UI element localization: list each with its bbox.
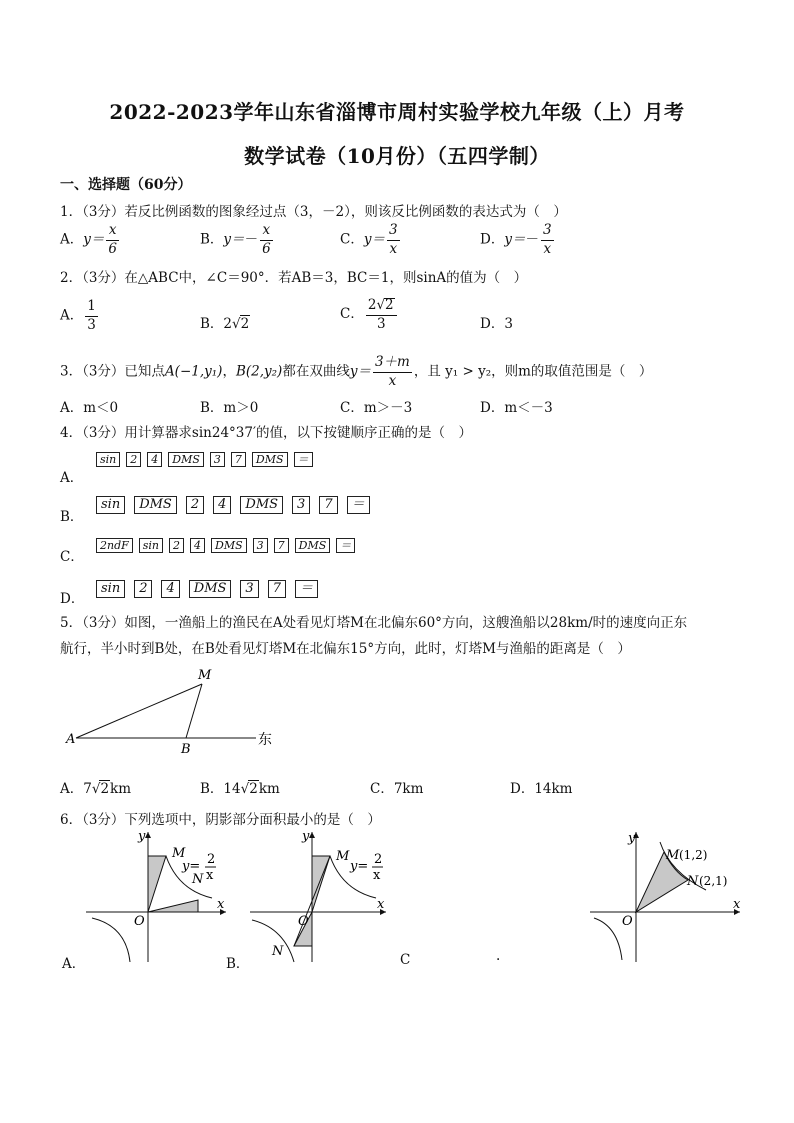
point-b: B(2,y₂) bbox=[235, 363, 283, 380]
section-heading: 一、选择题（60分） bbox=[60, 177, 192, 193]
exam-title-line2: 数学试卷（10月份）（五四学制） bbox=[244, 144, 550, 168]
calculator-key: sin bbox=[96, 452, 120, 467]
q1-option-d bbox=[480, 224, 556, 256]
radicand: 2 bbox=[100, 781, 110, 797]
option-label: A． bbox=[60, 781, 84, 797]
option-label: B． bbox=[200, 781, 224, 797]
line-bm bbox=[186, 684, 202, 738]
coefficient: 2 bbox=[367, 297, 377, 313]
q4-label-c: C． bbox=[60, 549, 84, 565]
unit: km bbox=[110, 781, 132, 797]
option-label: B． bbox=[200, 231, 224, 248]
denominator: x bbox=[388, 372, 397, 389]
y-axis-label: y bbox=[138, 829, 146, 844]
q6-stem: 6．（3分）下列选项中，阴影部分面积最小的是（ ） bbox=[60, 812, 381, 828]
origin-label: O bbox=[622, 914, 633, 929]
q2-stem: 2．（3分）在△ABC中，∠C＝90°．若AB＝3，BC＝1，则sinA的值为（ ） bbox=[60, 270, 528, 286]
q4-keys-b bbox=[96, 493, 379, 514]
y-axis-arrow bbox=[145, 832, 151, 838]
calculator-key: 2 bbox=[134, 580, 152, 598]
calculator-key: ＝ bbox=[294, 452, 313, 467]
calculator-key: ＝ bbox=[336, 538, 355, 553]
q5-option-c: C．7km bbox=[370, 781, 424, 797]
stem-prefix: 3．（3分）已知点 bbox=[60, 363, 165, 380]
calculator-key: sin bbox=[139, 538, 163, 553]
denominator: 3 bbox=[87, 316, 96, 333]
calculator-key: DMS bbox=[295, 538, 331, 553]
point-m-label: M bbox=[666, 848, 680, 863]
fraction bbox=[85, 300, 98, 332]
separator: ， bbox=[222, 363, 236, 380]
q4-keys-d bbox=[96, 577, 327, 598]
fraction bbox=[541, 224, 554, 256]
calculator-key: ＝ bbox=[347, 496, 370, 514]
q6-label-b: B． bbox=[226, 956, 250, 972]
q4-label-d: D． bbox=[60, 591, 85, 607]
calculator-key: 4 bbox=[190, 538, 205, 553]
point-m-label: M bbox=[172, 846, 186, 861]
calculator-key: 4 bbox=[147, 452, 162, 467]
point-n-coordinate: (2,1) bbox=[699, 874, 728, 888]
calculator-key: DMS bbox=[168, 452, 204, 467]
option-sign: － bbox=[244, 231, 259, 248]
origin-label: O bbox=[134, 914, 145, 929]
q4-keys-c bbox=[96, 534, 361, 553]
calculator-key: sin bbox=[96, 580, 125, 598]
numerator: 3 bbox=[387, 224, 400, 241]
option-lhs: y＝ bbox=[504, 231, 526, 248]
q3-option-b: B．m＞0 bbox=[200, 400, 259, 416]
q6-figure-a bbox=[86, 826, 236, 966]
option-label: C． bbox=[340, 306, 364, 322]
q2-option-d bbox=[480, 312, 513, 332]
option-label: B． bbox=[200, 316, 224, 332]
point-m-coordinate: (1,2) bbox=[679, 848, 708, 862]
option-label: A． bbox=[60, 307, 84, 324]
hyperbola-branch-2 bbox=[92, 918, 130, 962]
denominator: 6 bbox=[108, 240, 117, 257]
curve-fraction bbox=[373, 356, 412, 388]
hyperbola-branch-2 bbox=[594, 918, 622, 960]
calculator-key: 2 bbox=[186, 496, 204, 514]
q3-option-d: D．m＜－3 bbox=[480, 400, 553, 416]
q6-figure-d bbox=[590, 826, 750, 966]
option-lhs: y＝ bbox=[223, 231, 245, 248]
fraction bbox=[366, 298, 397, 331]
calculator-key: 3 bbox=[292, 496, 310, 514]
line-am bbox=[76, 684, 202, 738]
equation-numerator: 2 bbox=[207, 852, 216, 867]
q6-label-c: C bbox=[400, 952, 411, 968]
calculator-key: 2 bbox=[169, 538, 184, 553]
calculator-key: DMS bbox=[240, 496, 283, 514]
option-label: A． bbox=[60, 231, 84, 248]
q6-figure-b bbox=[250, 826, 400, 966]
numerator: 3 bbox=[541, 224, 554, 241]
q5-option-d: D．14km bbox=[510, 781, 573, 797]
stem-mid: 都在双曲线 bbox=[282, 363, 350, 380]
numerator: x bbox=[260, 224, 273, 241]
denominator: x bbox=[543, 240, 552, 257]
equation-numerator: 2 bbox=[374, 852, 383, 867]
q5-stem-line1: 5．（3分）如图，一渔船上的渔民在A处看见灯塔M在北偏东60°方向，这艘渔船以28km/时的速度向正东 bbox=[60, 615, 688, 631]
origin-label: O bbox=[298, 914, 309, 929]
q1-option-a bbox=[60, 224, 121, 256]
calculator-key: DMS bbox=[252, 452, 288, 467]
x-axis-label: x bbox=[217, 897, 225, 912]
coefficient: 7 bbox=[83, 781, 92, 797]
calculator-key: 7 bbox=[274, 538, 289, 553]
calculator-key: 2ndF bbox=[96, 538, 133, 553]
coefficient: 2 bbox=[223, 316, 233, 332]
q5-bearing-diagram bbox=[60, 662, 290, 762]
calculator-key: DMS bbox=[134, 496, 177, 514]
q3-stem bbox=[60, 356, 652, 388]
equation-lhs: y= bbox=[350, 859, 369, 874]
equation-denominator: x bbox=[206, 868, 214, 883]
stem-condition: ，且 y₁ > y₂，则m的取值范围是（ ） bbox=[413, 363, 653, 380]
point-a-label: A bbox=[66, 732, 76, 747]
point-b-label: B bbox=[181, 742, 191, 757]
q2-option-a bbox=[60, 300, 100, 332]
y-axis-arrow bbox=[309, 832, 315, 838]
exam-title-line1: 2022-2023学年山东省淄博市周村实验学校九年级（上）月考 bbox=[109, 100, 685, 124]
denominator: 3 bbox=[376, 315, 386, 332]
equation-denominator: x bbox=[373, 868, 381, 883]
y-axis-label: y bbox=[628, 831, 636, 846]
calculator-key: 3 bbox=[210, 452, 225, 467]
shaded-region-2 bbox=[148, 900, 198, 912]
calculator-key: sin bbox=[96, 496, 125, 514]
shaded-region-1 bbox=[312, 856, 330, 912]
q6-label-a: A． bbox=[62, 956, 86, 972]
fraction bbox=[387, 224, 400, 256]
coefficient: 14 bbox=[223, 781, 241, 797]
q1-option-c bbox=[340, 224, 402, 256]
calculator-key: 7 bbox=[268, 580, 286, 598]
fraction bbox=[260, 224, 273, 256]
unit: km bbox=[258, 781, 280, 797]
calculator-key: 4 bbox=[213, 496, 231, 514]
radicand: 2 bbox=[240, 316, 250, 332]
option-label: D． bbox=[480, 316, 505, 332]
calculator-key: ＝ bbox=[295, 580, 318, 598]
q3-option-c: C．m＞－3 bbox=[340, 400, 413, 416]
x-axis-label: x bbox=[377, 897, 385, 912]
y-axis-label: y bbox=[302, 829, 310, 844]
equation-lhs: y= bbox=[182, 859, 201, 874]
calculator-key: DMS bbox=[189, 580, 232, 598]
numerator: x bbox=[106, 224, 119, 241]
curve-lhs: y＝ bbox=[349, 363, 371, 380]
calculator-key: 7 bbox=[231, 452, 246, 467]
option-value: 3 bbox=[504, 316, 513, 332]
denominator: x bbox=[389, 240, 398, 257]
q1-option-b bbox=[200, 224, 275, 256]
q5-option-a: A．7√2km bbox=[60, 781, 132, 797]
point-n-label: N bbox=[687, 874, 699, 889]
option-label: D． bbox=[480, 231, 505, 248]
q1-stem: 1．（3分）若反比例函数的图象经过点（3，－2），则该反比例函数的表达式为（ ） bbox=[60, 204, 567, 220]
x-axis-label: x bbox=[733, 897, 741, 912]
q2-option-b: B．2√2 bbox=[200, 316, 250, 332]
option-sign: － bbox=[525, 231, 539, 248]
calculator-key: 4 bbox=[161, 580, 179, 598]
option-lhs: y＝ bbox=[363, 231, 385, 248]
point-m-label: M bbox=[336, 849, 350, 864]
q4-stem: 4．（3分）用计算器求sin24°37′的值，以下按键顺序正确的是（ ） bbox=[60, 425, 473, 441]
q5-option-b: B．14√2km bbox=[200, 781, 280, 797]
calculator-key: 2 bbox=[126, 452, 141, 467]
option-lhs: y＝ bbox=[83, 231, 105, 248]
radicand: 2 bbox=[385, 297, 394, 313]
point-m-label: M bbox=[198, 668, 212, 683]
calculator-key: DMS bbox=[211, 538, 247, 553]
calculator-key: 3 bbox=[253, 538, 268, 553]
calculator-key: 3 bbox=[240, 580, 258, 598]
q4-label-b: B． bbox=[60, 509, 84, 525]
numerator: 3＋m bbox=[373, 356, 412, 373]
q2-option-c bbox=[340, 298, 399, 331]
point-n-label: N bbox=[272, 944, 284, 959]
point-n-label: N bbox=[192, 872, 204, 887]
q5-stem-line2: 航行，半小时到B处，在B处看见灯塔M在北偏东15°方向，此时，灯塔M与渔船的距离是（ ） bbox=[60, 641, 631, 657]
calculator-key: 7 bbox=[319, 496, 337, 514]
q4-keys-a bbox=[96, 448, 319, 467]
numerator: 1 bbox=[85, 300, 98, 317]
point-a: A(−1,y₁) bbox=[164, 363, 223, 380]
numerator: 2√2 bbox=[366, 298, 397, 316]
radicand: 2 bbox=[249, 781, 258, 797]
q4-label-a: A． bbox=[60, 470, 84, 486]
fraction bbox=[106, 224, 119, 256]
option-label: C． bbox=[340, 231, 364, 248]
shaded-region-1 bbox=[148, 856, 166, 912]
denominator: 6 bbox=[262, 240, 271, 257]
east-label: 东 bbox=[258, 732, 272, 748]
q3-option-a: A．m＜0 bbox=[60, 400, 119, 416]
q6-label-d: . bbox=[496, 948, 501, 964]
